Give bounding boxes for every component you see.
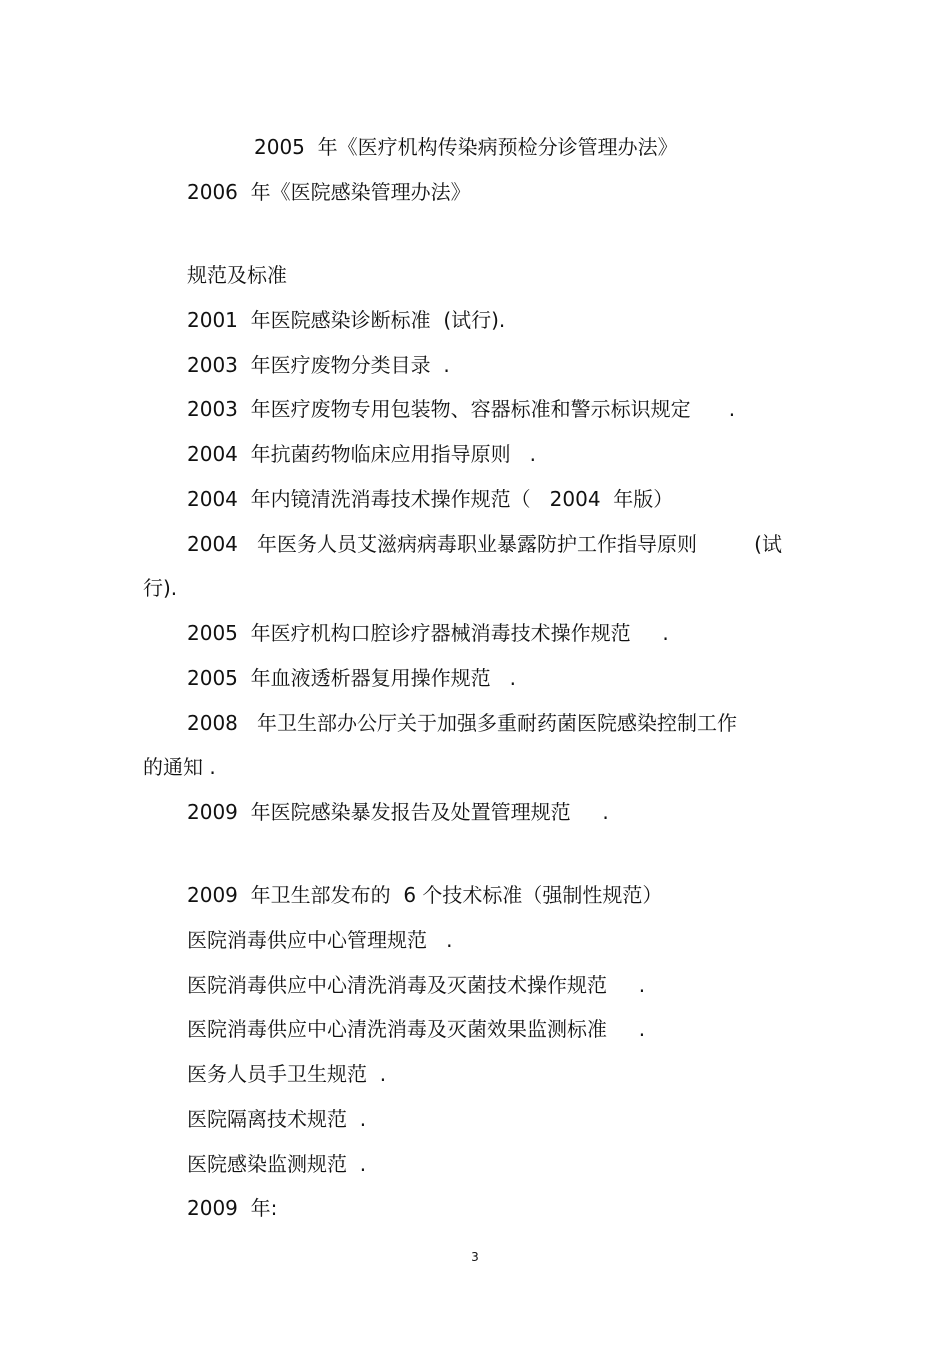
page-number: 3 [471, 1250, 479, 1264]
text-line-1: 2005 年《医疗机构传染病预检分诊管理办法》 [254, 135, 678, 159]
text-line-23: 2009 年: [187, 1196, 278, 1220]
text-line-2: 2006 年《医院感染管理办法》 [187, 180, 471, 204]
text-line-18: 医院消毒供应中心清洗消毒及灭菌技术操作规范 . [187, 973, 646, 997]
text-line-12: 2005 年血液透析器复用操作规范 . [187, 666, 517, 690]
text-line-10: 行). [143, 576, 178, 600]
text-line-6: 2003 年医疗废物专用包装物、容器标准和警示标识规定 . [187, 397, 736, 421]
text-line-9: 2004 年医务人员艾滋病病毒职业暴露防护工作指导原则 (试 [187, 532, 782, 556]
text-line-16: 2009 年卫生部发布的 6 个技术标准（强制性规范） [187, 883, 663, 907]
text-line-17: 医院消毒供应中心管理规范 . [187, 928, 453, 952]
text-line-20: 医务人员手卫生规范 . [187, 1062, 387, 1086]
text-line-13: 2008 年卫生部办公厅关于加强多重耐药菌医院感染控制工作 [187, 711, 737, 735]
section-heading: 规范及标准 [187, 263, 287, 287]
text-line-19: 医院消毒供应中心清洗消毒及灭菌效果监测标准 . [187, 1017, 646, 1041]
text-line-7: 2004 年抗菌药物临床应用指导原则 . [187, 442, 537, 466]
text-line-15: 2009 年医院感染暴发报告及处置管理规范 . [187, 800, 609, 824]
text-line-21: 医院隔离技术规范 . [187, 1107, 367, 1131]
text-line-8: 2004 年内镜清洗消毒技术操作规范（ 2004 年版） [187, 487, 674, 511]
text-line-4: 2001 年医院感染诊断标准 (试行). [187, 308, 506, 332]
text-line-5: 2003 年医疗废物分类目录 . [187, 353, 450, 377]
text-line-14: 的通知 . [143, 755, 216, 779]
text-line-22: 医院感染监测规范 . [187, 1152, 367, 1176]
text-line-11: 2005 年医疗机构口腔诊疗器械消毒技术操作规范 . [187, 621, 669, 645]
